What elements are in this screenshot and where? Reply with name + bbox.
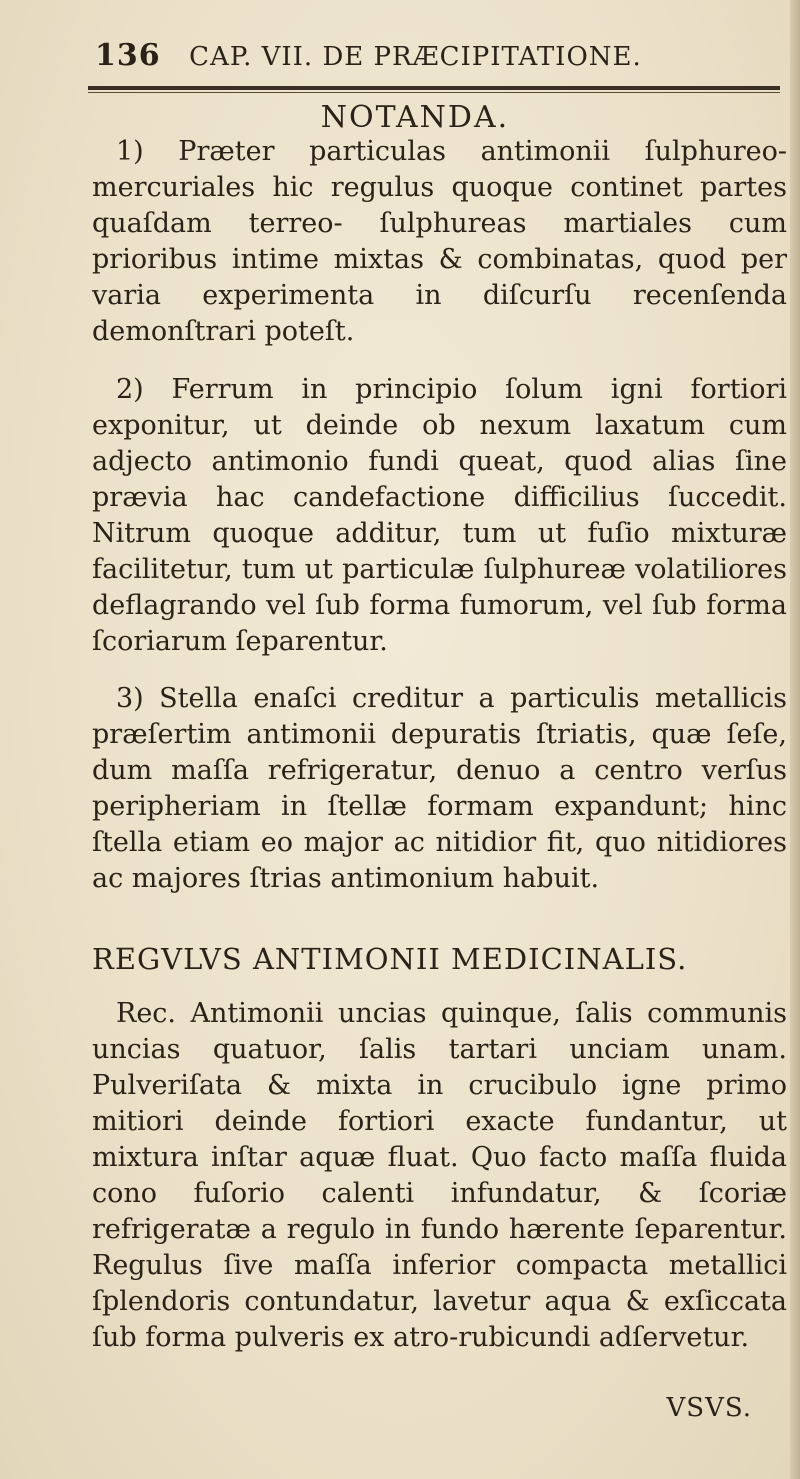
paragraph-text: Rec. Antimonii uncias quinque, ſalis communis uncias quatuor, ſalis tartari unciam unam. Pulveriſata & mixta in crucibulo igne primo mitiori deinde fortiori exacte fundantur, ut mixtura inſtar aquæ fluat. Quo facto maſſa fluida cono fuſorio calenti infundatur, & ſcoriæ refrigeratæ a regulo in fundo hærente ſeparentur. Regulus ſive maſſa inferior compacta metallici ſplendoris contundatur, lavetur aqua & exſiccata ſub forma pulveris ex atro-rubicundi adſervetur. <box>92 998 787 1353</box>
recipe-heading: REGVLVS ANTIMONII MEDICINALIS. <box>92 942 688 976</box>
page-number: 136 <box>95 38 161 73</box>
catchword: VSVS. <box>666 1393 752 1423</box>
recipe-paragraph <box>92 996 787 1356</box>
note-paragraph-3 <box>92 681 787 897</box>
paragraph-text: 3) Stella enaſci creditur a particulis metallicis præſertim antimonii depuratis ſtriatis, quæ ſeſe, dum maſſa refrigeratur, denuo a centro verſus peripheriam in ſtellæ formam expandunt; hinc ſtella etiam eo major ac nitidior fit, quo nitidiores ac majores ſtrias antimonium habuit. <box>92 683 787 894</box>
running-header <box>95 38 715 73</box>
running-title: CAP. VII. DE PRÆCIPITATIONE. <box>189 42 642 72</box>
header-rule <box>88 86 780 90</box>
note-paragraph-1 <box>92 134 787 350</box>
note-paragraph-2 <box>92 372 787 660</box>
paragraph-text: 1) Præter particulas antimonii ſulphureo-mercuriales hic regulus quoque continet partes quaſdam terreo- ſulphureas martiales cum prioribus intime mixtas & combinatas, quod per varia experimenta in diſcurſu recenſenda demonſtrari poteſt. <box>92 136 787 347</box>
section-heading: NOTANDA. <box>320 100 510 135</box>
page-edge <box>790 0 800 1479</box>
paragraph-text: 2) Ferrum in principio ſolum igni fortiori exponitur, ut deinde ob nexum laxatum cum adjecto antimonio fundi queat, quod alias ſine prævia hac candefactione difficilius ſuccedit. Nitrum quoque additur, tum ut fuſio mixturæ facilitetur, tum ut particulæ ſulphureæ volatiliores deflagrando vel ſub forma fumorum, vel ſub forma ſcoriarum ſeparentur. <box>92 374 787 657</box>
header-rule-thin <box>88 92 780 93</box>
